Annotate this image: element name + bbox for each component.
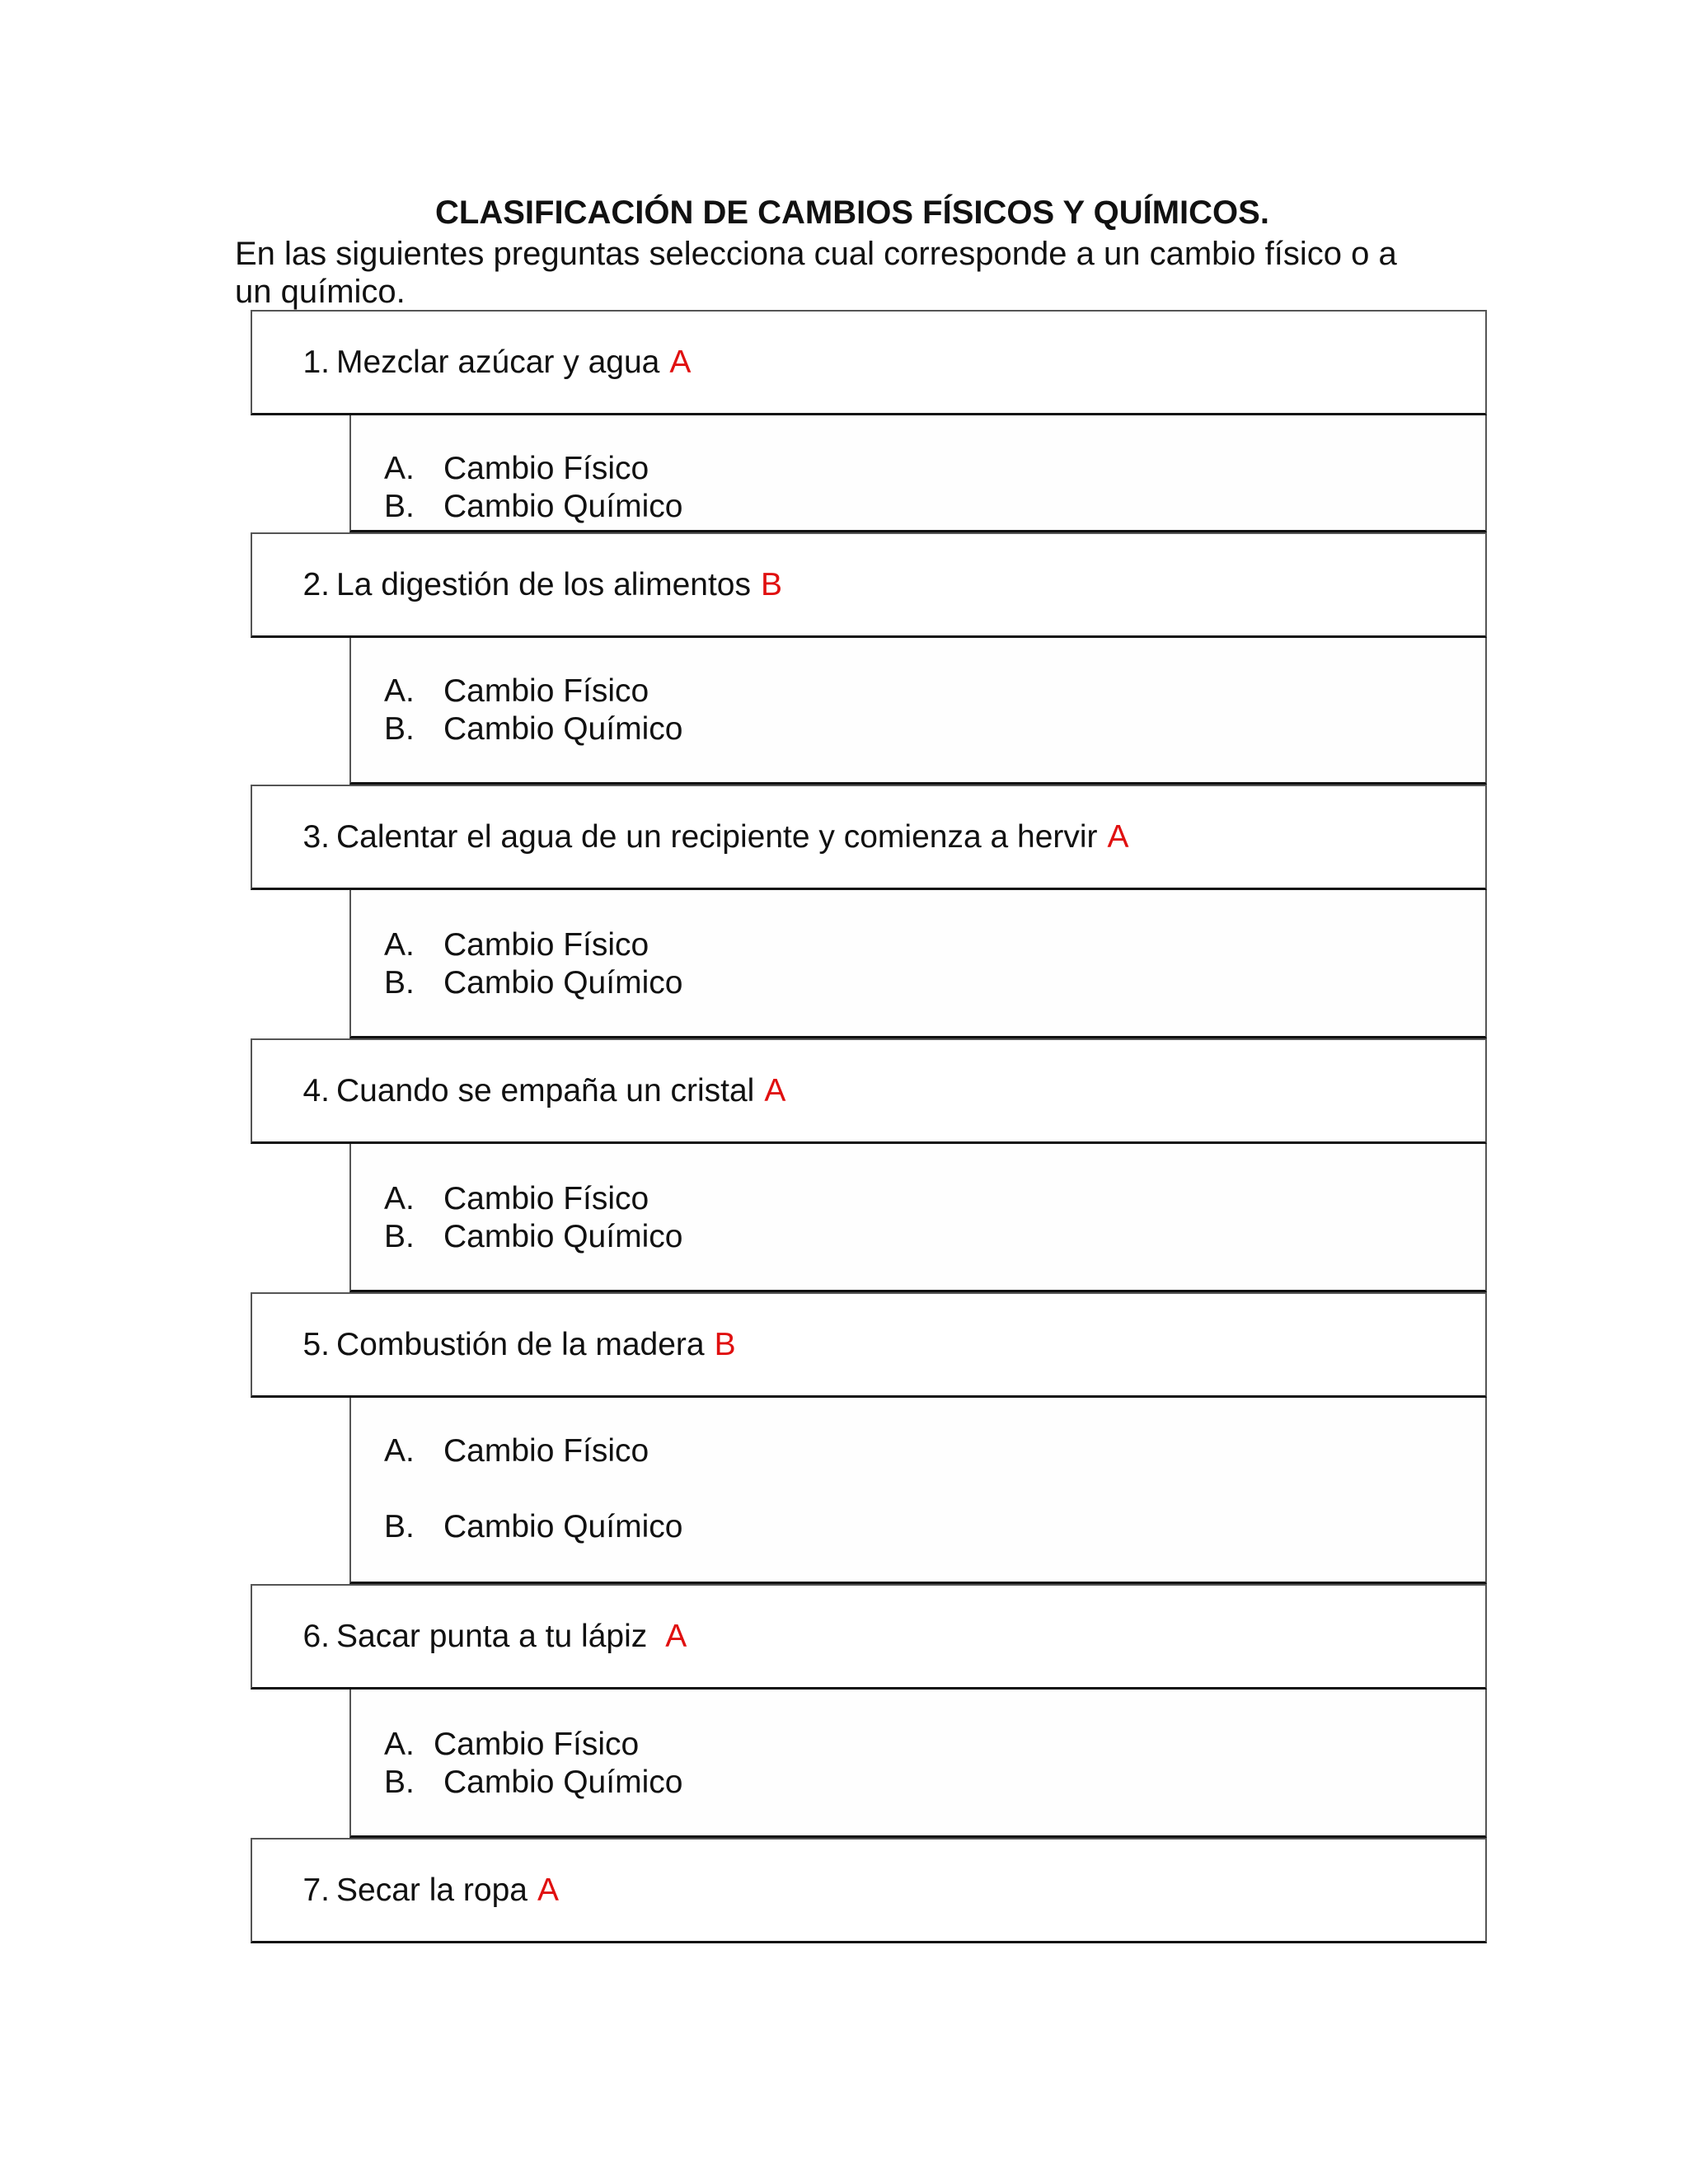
options-6 <box>349 1690 1487 1838</box>
question-number: 7. <box>302 1872 330 1908</box>
option-b[interactable] <box>384 1764 682 1802</box>
option-text: Cambio Físico <box>443 927 649 963</box>
question-text: Mezclar azúcar y agua <box>336 344 660 380</box>
question-2 <box>251 532 1487 638</box>
question-text: Calentar el agua de un recipiente y comienza a hervir <box>336 818 1098 855</box>
option-b[interactable] <box>384 964 682 1002</box>
option-letter: B. <box>384 1219 415 1254</box>
question-number: 3. <box>302 818 330 855</box>
option-text: Cambio Químico <box>443 965 683 1001</box>
worksheet-title: CLASIFICACIÓN DE CAMBIOS FÍSICOS Y QUÍMICOS. <box>435 194 1269 231</box>
instructions-text: En las siguientes preguntas selecciona cual corresponde a un cambio físico o a un químico. <box>235 236 1397 310</box>
option-a[interactable] <box>384 450 649 488</box>
question-text: Cuando se empaña un cristal <box>336 1072 755 1108</box>
option-letter: A. <box>384 1181 415 1216</box>
option-b[interactable] <box>384 710 682 748</box>
option-b[interactable] <box>384 488 682 526</box>
answer-mark: A <box>537 1872 559 1908</box>
option-letter: B. <box>384 1765 415 1800</box>
answer-mark: A <box>1107 818 1129 855</box>
question-1 <box>251 310 1487 415</box>
question-text: Sacar punta a tu lápiz <box>336 1618 648 1654</box>
question-text: Combustión de la madera <box>336 1326 705 1362</box>
options-1 <box>349 415 1487 532</box>
option-text: Cambio Físico <box>443 1433 649 1469</box>
option-text: Cambio Químico <box>443 1219 683 1254</box>
option-letter: A. <box>384 451 415 486</box>
question-number: 2. <box>302 566 330 602</box>
option-a[interactable] <box>384 1432 649 1470</box>
option-text: Cambio Físico <box>443 451 649 486</box>
question-5 <box>251 1292 1487 1398</box>
option-letter: A. <box>384 1433 415 1469</box>
option-a[interactable] <box>384 1726 639 1764</box>
option-text: Cambio Químico <box>443 1509 683 1544</box>
question-text: Secar la ropa <box>336 1872 528 1908</box>
option-text: Cambio Físico <box>443 673 649 709</box>
option-a[interactable] <box>384 926 649 964</box>
question-3 <box>251 785 1487 890</box>
option-letter: A. <box>384 1727 415 1762</box>
option-letter: B. <box>384 1509 415 1544</box>
option-letter: B. <box>384 711 415 747</box>
question-number: 5. <box>302 1326 330 1362</box>
option-letter: B. <box>384 489 415 524</box>
option-b[interactable] <box>384 1508 682 1546</box>
option-letter: A. <box>384 927 415 963</box>
option-letter: B. <box>384 965 415 1001</box>
answer-mark: A <box>665 1618 687 1654</box>
question-4 <box>251 1038 1487 1144</box>
answer-mark: B <box>760 566 782 602</box>
option-b[interactable] <box>384 1218 682 1256</box>
question-number: 1. <box>302 344 330 380</box>
option-letter: A. <box>384 673 415 709</box>
question-number: 6. <box>302 1618 330 1654</box>
option-a[interactable] <box>384 673 649 710</box>
options-5 <box>349 1398 1487 1584</box>
question-number: 4. <box>302 1072 330 1108</box>
answer-mark: A <box>764 1072 786 1108</box>
answer-mark: B <box>714 1326 736 1362</box>
option-text: Cambio Químico <box>443 1765 683 1800</box>
option-text: Cambio Químico <box>443 489 683 524</box>
options-2 <box>349 638 1487 785</box>
question-7 <box>251 1838 1487 1943</box>
options-3 <box>349 890 1487 1038</box>
options-4 <box>349 1144 1487 1292</box>
question-text: La digestión de los alimentos <box>336 566 751 602</box>
option-a[interactable] <box>384 1180 649 1218</box>
question-6 <box>251 1584 1487 1690</box>
answer-mark: A <box>669 344 692 380</box>
option-text: Cambio Físico <box>434 1727 640 1762</box>
option-text: Cambio Físico <box>443 1181 649 1216</box>
option-text: Cambio Químico <box>443 711 683 747</box>
